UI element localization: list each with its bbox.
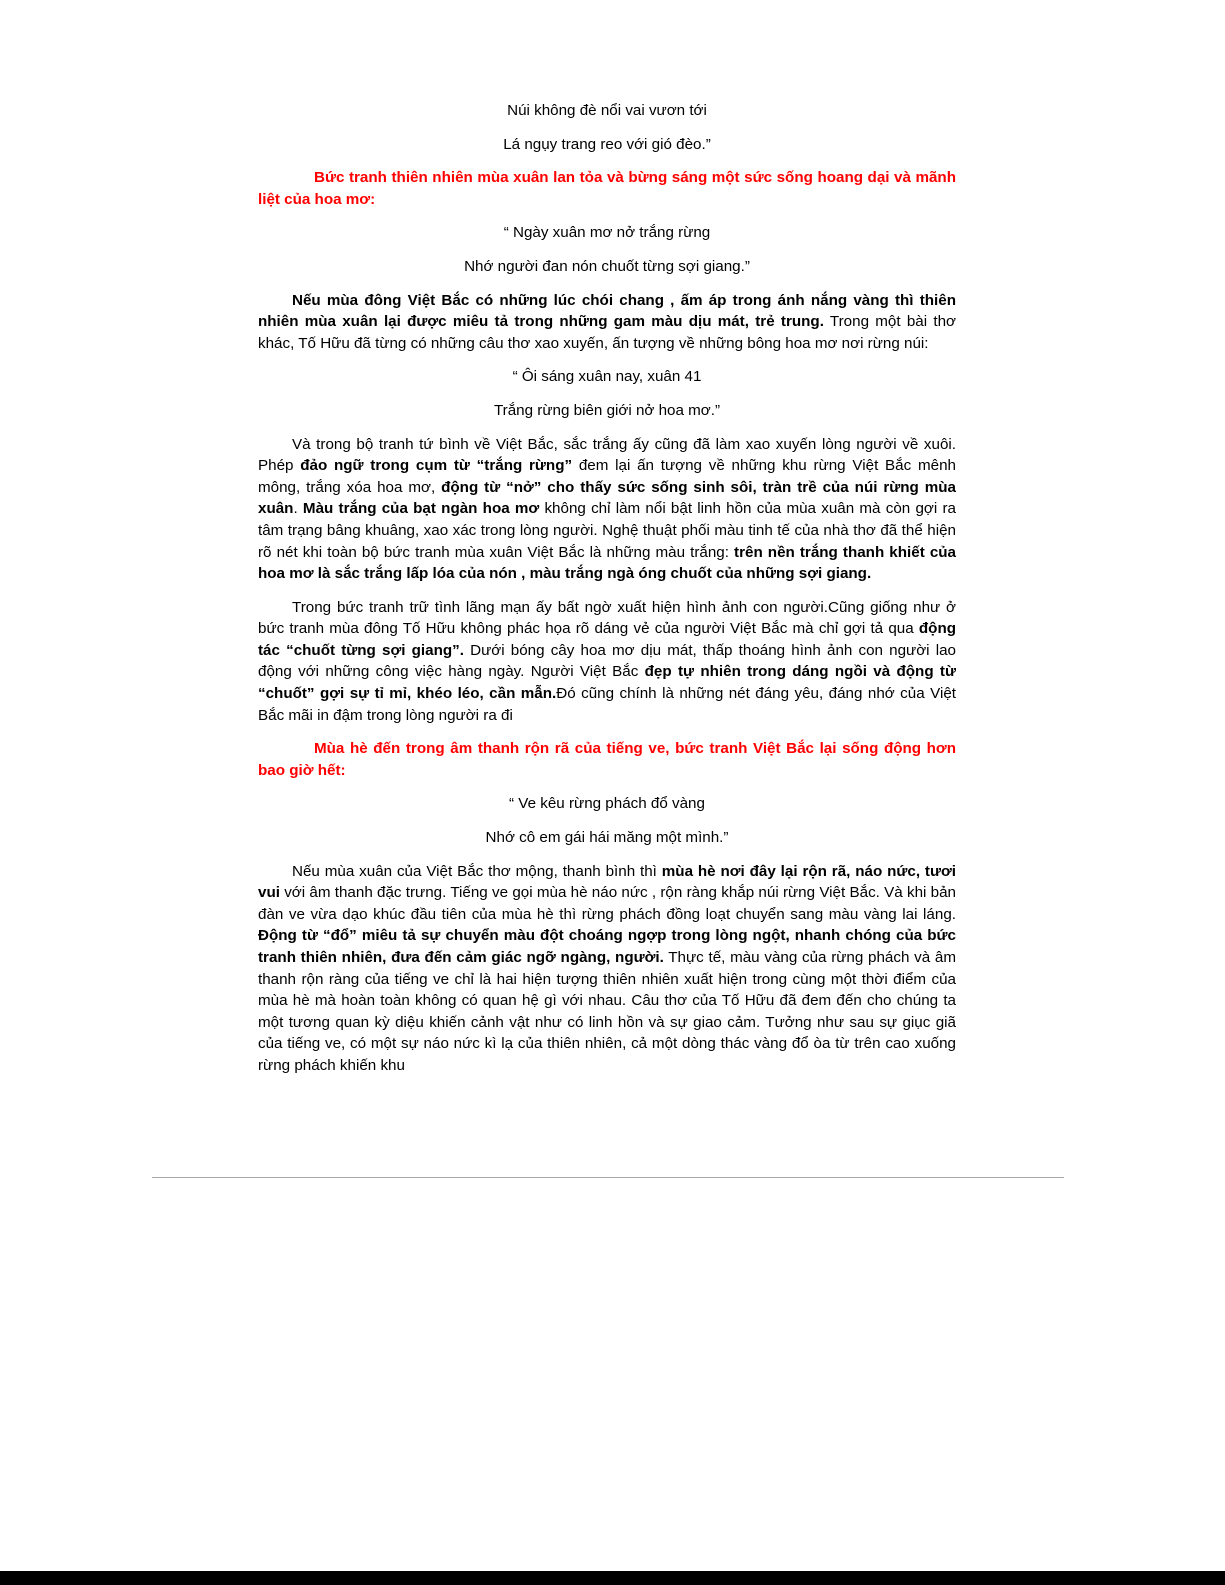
bold-text: đảo ngữ trong cụm từ “trắng rừng” <box>300 457 573 475</box>
bold-text: Nếu mùa đông Việt Bắc có những lúc chói chang , ấm áp trong ánh nắng vàng thì thiên nhiên mùa xuân lại được miêu tả trong những gam màu dịu mát, trẻ trung. <box>258 291 956 331</box>
paragraph <box>258 597 956 727</box>
body-text: Thực tế, màu vàng của rừng phách và âm thanh rộn ràng của tiếng ve chỉ là hai hiện tượng thiên nhiên xuất hiện trong cùng một thời điểm của mùa hè mà hoàn toàn không có quan hệ gì với nhau. Câu thơ của Tố Hữu đã đem đến cho chúng ta một tương quan kỳ diệu khiến cảnh vật như có linh hồn và sự giao cảm. Tưởng như sau sự giục giã của tiếng ve, có một sự náo nức kì lạ của thiên nhiên, cả một dòng thác vàng đổ òa từ trên cao xuống rừng phách khiến khu <box>258 949 956 1074</box>
bold-text: đẹp tự nhiên trong dáng ngồi và động từ “chuốt” gợi sự tỉ mỉ, khéo léo, cần mẫn. <box>258 663 956 703</box>
body-text: Đó cũng chính là những nét đáng yêu, đáng nhớ của Việt Bắc mãi in đậm trong lòng người ra đi <box>258 685 957 724</box>
bottom-edge-bar <box>0 1571 1225 1585</box>
bold-text: động tác “chuốt từng sợi giang”. <box>258 620 956 659</box>
bold-text: Màu trắng của bạt ngàn hoa mơ <box>302 500 540 518</box>
body-text: Trong bức tranh trữ tình lãng mạn ấy bất ngờ xuất hiện hình ảnh con người.Cũng giống như ở bức tranh mùa đông Tố Hữu không phác họa rõ dáng vẻ của người Việt Bắc mà chỉ gợi tả qua <box>258 598 956 638</box>
document-page <box>258 100 956 1089</box>
body-text: Dưới bóng cây hoa mơ dịu mát, thấp thoáng hình ảnh con người lao động với những công việc hàng ngày. Người Việt Bắc <box>258 641 956 681</box>
paragraph <box>258 434 956 585</box>
body-text: không chỉ làm nổi bật linh hồn của mùa xuân mà còn gợi ra tâm trạng bâng khuâng, xao xác trong lòng người. Nghệ thuật phối màu tinh tế của nhà thơ đã thể hiện rõ nét khi toàn bộ bức tranh mùa xuân Việt Bắc là những màu trắng: <box>258 500 956 561</box>
poem-line: Nhớ cô em gái hái măng một mình.” <box>485 829 729 847</box>
section-heading-spring: Bức tranh thiên nhiên mùa xuân lan tỏa và bừng sáng một sức sống hoang dại và mãnh liệt của hoa mơ: <box>258 169 956 208</box>
section-heading-summer: Mùa hè đến trong âm thanh rộn rã của tiếng ve, bức tranh Việt Bắc lại sống động hơn bao giờ hết: <box>258 740 956 779</box>
body-text: . <box>293 500 303 518</box>
poem-line: Trắng rừng biên giới nở hoa mơ.” <box>493 401 721 419</box>
poem-line: “ Ôi sáng xuân nay, xuân 41 <box>512 368 702 386</box>
bold-text: động từ “nở” cho thấy sức sống sinh sôi, tràn trề của núi rừng mùa xuân <box>258 478 956 518</box>
poem-line: “ Ngày xuân mơ nở trắng rừng <box>503 224 711 242</box>
body-text: Và trong bộ tranh tứ bình về Việt Bắc, sắc trắng ấy cũng đã làm xao xuyến lòng người về xuôi. Phép <box>258 435 956 475</box>
poem-line: “ Ve kêu rừng phách đổ vàng <box>509 795 705 813</box>
paragraph <box>258 861 956 1077</box>
bold-text: trên nền trắng thanh khiết của hoa mơ là sắc trắng lấp lóa của nón , màu trắng ngà óng chuốt của những sợi giang. <box>258 543 956 583</box>
poem-line: Núi không đè nổi vai vươn tới <box>507 102 707 119</box>
poem-line: Nhớ người đan nón chuốt từng sợi giang.” <box>464 257 750 275</box>
bold-text: mùa hè nơi đây lại rộn rã, náo nức, tươi vui <box>258 862 956 902</box>
poem-line: Lá ngụy trang reo với gió đèo.” <box>503 135 711 153</box>
page-divider <box>152 1177 1064 1178</box>
paragraph <box>258 290 956 355</box>
body-text: Trong một bài thơ khác, Tố Hữu đã từng có những câu thơ xao xuyến, ấn tượng về những bông hoa mơ nơi rừng núi: <box>258 313 956 352</box>
body-text: đem lại ấn tượng về những khu rừng Việt Bắc mênh mông, trắng xóa hoa mơ, <box>258 457 956 496</box>
body-text: Nếu mùa xuân của Việt Bắc thơ mộng, thanh bình thì <box>292 862 662 880</box>
bold-text: Động từ “đổ” miêu tả sự chuyển màu đột choáng ngợp trong lòng ngột, nhanh chóng của bức tranh thiên nhiên, đưa đến cảm giác ngỡ ngàng, người. <box>258 927 956 966</box>
body-text: với âm thanh đặc trưng. Tiếng ve gọi mùa hè náo nức , rộn ràng khắp núi rừng Việt Bắc. Và khi bản đàn ve vừa dạo khúc đầu tiên của mùa hè thì rừng phách đồng loạt chuyển sang màu vàng lai láng. <box>258 884 956 923</box>
